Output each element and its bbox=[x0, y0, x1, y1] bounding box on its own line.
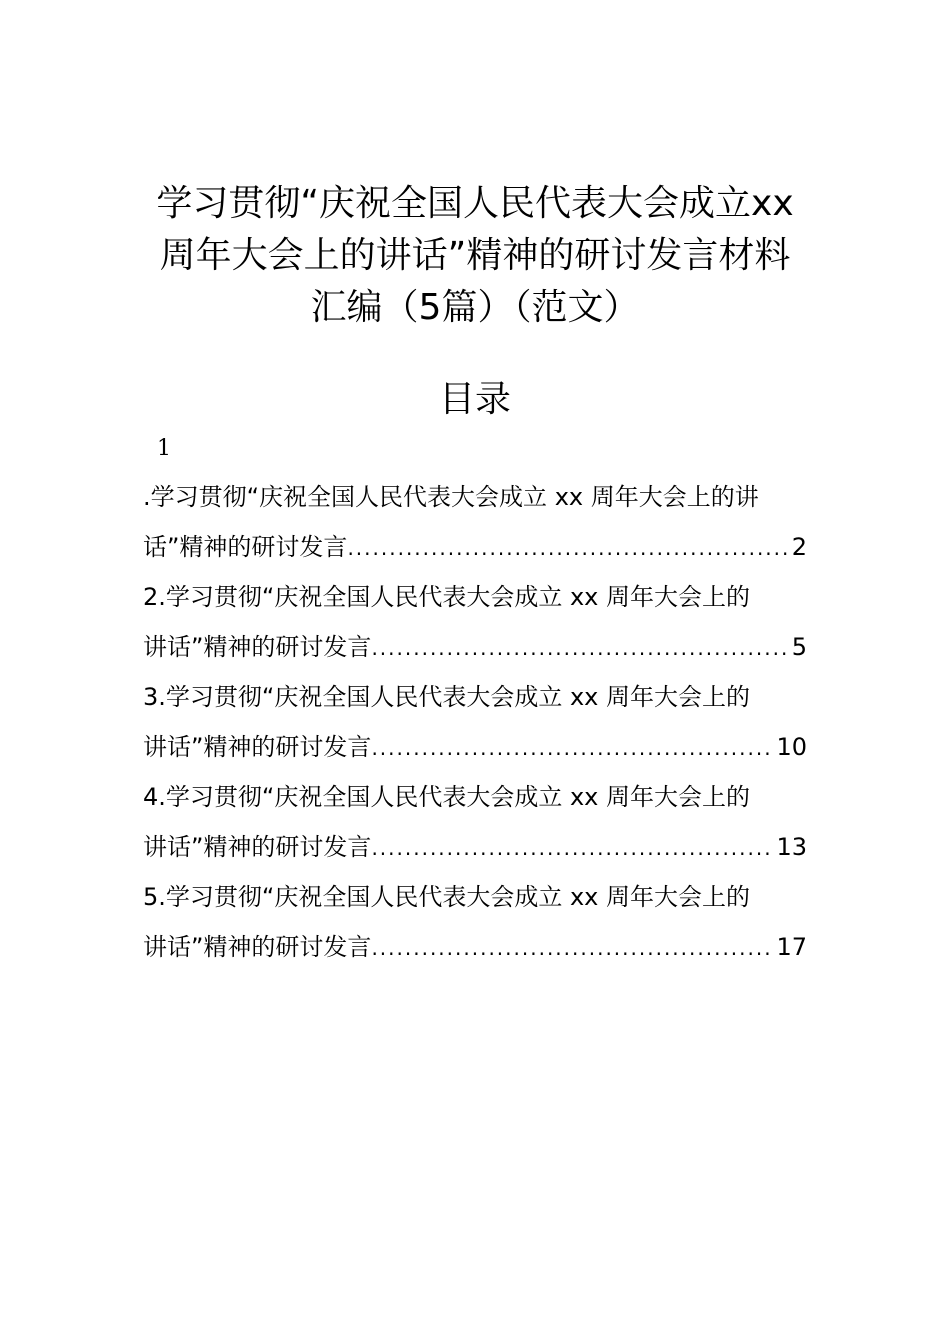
toc-page-number: 17 bbox=[776, 933, 807, 961]
toc-entry-title-cont: 讲话”精神的研讨发言 bbox=[143, 733, 372, 761]
toc-entry-continuation bbox=[143, 822, 807, 872]
toc-entry-title: 5.学习贯彻“庆祝全国人民代表大会成立 xx 周年大会上的 bbox=[143, 883, 750, 911]
toc-entry[interactable] bbox=[143, 872, 807, 972]
toc-entry-title-cont: 讲话”精神的研讨发言 bbox=[143, 833, 372, 861]
table-of-contents bbox=[143, 472, 807, 972]
document-title bbox=[140, 178, 810, 334]
toc-entry-title-cont: 话”精神的研讨发言 bbox=[143, 533, 348, 561]
toc-entry-continuation bbox=[143, 922, 807, 972]
title-line: 学习贯彻“庆祝全国人民代表大会成立xx bbox=[156, 183, 794, 224]
toc-entry-title: .学习贯彻“庆祝全国人民代表大会成立 xx 周年大会上的讲 bbox=[143, 483, 759, 511]
toc-leader-dots bbox=[347, 523, 789, 573]
toc-entry-continuation bbox=[143, 622, 807, 672]
toc-page-number: 10 bbox=[776, 733, 807, 761]
toc-page-number: 5 bbox=[791, 633, 807, 661]
toc-entry[interactable] bbox=[143, 472, 807, 572]
title-line: 汇编（5篇）（范文） bbox=[310, 287, 640, 328]
toc-entry-title-cont: 讲话”精神的研讨发言 bbox=[143, 633, 372, 661]
toc-entry-title: 4.学习贯彻“庆祝全国人民代表大会成立 xx 周年大会上的 bbox=[143, 783, 750, 811]
toc-entry-continuation bbox=[143, 522, 807, 572]
toc-leader-dots bbox=[371, 823, 774, 873]
toc-leader-dots bbox=[371, 623, 789, 673]
toc-entry-title-cont: 讲话”精神的研讨发言 bbox=[143, 933, 372, 961]
toc-stray-number: 1 bbox=[157, 436, 171, 461]
toc-entry[interactable] bbox=[143, 772, 807, 872]
toc-heading: 目录 bbox=[438, 379, 511, 420]
toc-entry[interactable] bbox=[143, 672, 807, 772]
toc-entry-continuation bbox=[143, 722, 807, 772]
toc-leader-dots bbox=[371, 923, 774, 973]
toc-entry-title: 3.学习贯彻“庆祝全国人民代表大会成立 xx 周年大会上的 bbox=[143, 683, 750, 711]
toc-entry[interactable] bbox=[143, 572, 807, 672]
toc-leader-dots bbox=[371, 723, 774, 773]
toc-page-number: 2 bbox=[791, 533, 807, 561]
title-line: 周年大会上的讲话”精神的研讨发言材料 bbox=[159, 235, 791, 276]
toc-page-number: 13 bbox=[776, 833, 807, 861]
toc-entry-title: 2.学习贯彻“庆祝全国人民代表大会成立 xx 周年大会上的 bbox=[143, 583, 750, 611]
